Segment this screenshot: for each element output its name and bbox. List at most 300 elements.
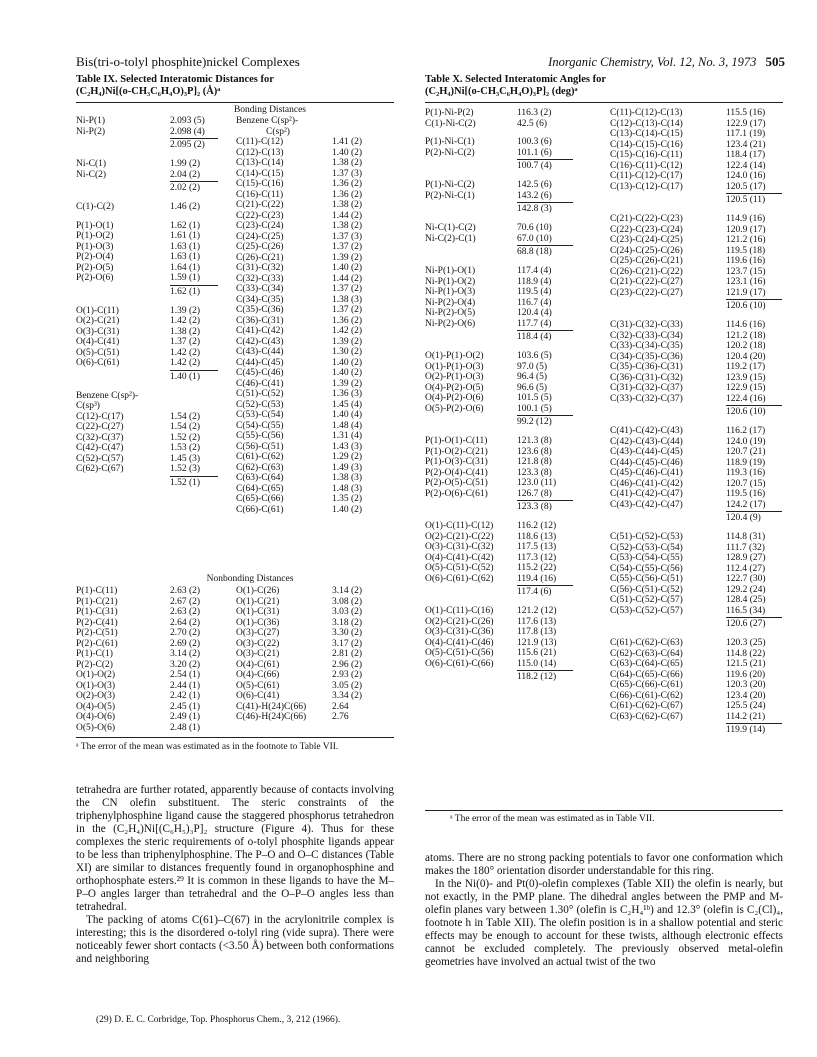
table-cell: C(62)-C(63) (236, 462, 284, 473)
table-cell: 2.81 (2) (332, 649, 363, 659)
table-row (236, 242, 396, 253)
table-row (76, 702, 396, 713)
table-row (236, 368, 396, 379)
table-cell: 2.093 (5) (170, 116, 205, 126)
table-cell: 97.0 (5) (517, 361, 548, 372)
table-cell: O(1)-C(11) (76, 305, 119, 316)
table-cell: 1.38 (3) (332, 473, 363, 483)
table-row (236, 263, 396, 274)
table-cell: 123.7 (15) (726, 266, 766, 277)
table-cell: 118.9 (4) (517, 276, 552, 287)
table-cell: P(1)-O(2) (76, 231, 114, 241)
mean-underline (170, 370, 218, 371)
table-cell: 3.08 (2) (332, 596, 363, 607)
table-cell: C(25)-C(26)-C(21) (610, 256, 683, 266)
table-cell: P(1)-Ni-C(1) (425, 137, 475, 147)
table-cell: 2.48 (1) (170, 722, 201, 733)
table-cell: Ni-C(2)-C(1) (425, 233, 476, 244)
table-cell: C(44)-C(45)-C(46) (610, 457, 683, 468)
table-row (76, 660, 396, 671)
table-cell: P(2)-C(51) (76, 628, 118, 638)
table-cell: 117.8 (13) (517, 627, 557, 637)
table-row (76, 597, 396, 608)
table-cell: C(62)-C(63)-C(64) (610, 648, 683, 659)
table-row (425, 362, 605, 373)
table-cell: 121.9 (17) (726, 287, 766, 298)
table-row (610, 362, 785, 373)
table-cell: 122.9 (15) (726, 383, 766, 393)
table-row (425, 638, 605, 649)
table-cell: C(32)-C(33) (236, 273, 284, 284)
table-cell: 116.2 (12) (517, 521, 557, 531)
table-row (76, 411, 201, 423)
table9-bonding-benzene (236, 116, 396, 515)
spacer (610, 312, 785, 320)
table-cell: 2.02 (2) (170, 183, 201, 193)
mean-underline (517, 670, 573, 671)
table9-caption (76, 74, 274, 98)
table9-bonding-left (76, 116, 205, 497)
spacer (425, 172, 605, 180)
table-cell: C(64)-C(65)-C(66) (610, 669, 683, 680)
table-cell: C(35)-C(36) (236, 305, 284, 315)
table-cell: C(56)-C(51) (236, 441, 284, 452)
paragraph: atoms. There are no strong packing potentials to favor one conformation which makes the 180° orientation disorder understandable for this ring. (425, 852, 783, 877)
table-cell: C(12)-C(17) (76, 411, 124, 422)
table-cell: C(52)-C(53)-C(54) (610, 542, 683, 553)
table-cell: 1.40 (2) (332, 368, 363, 378)
table-cell: C(24)-C(25)-C(26) (610, 245, 683, 256)
table-cell: O(5)-C(51) (76, 347, 120, 358)
table-row (236, 137, 396, 148)
table-cell: C(35)-C(36)-C(31) (610, 362, 683, 372)
mean-underline (726, 723, 782, 724)
table-cell: C(51)-C(52)-C(57) (610, 595, 683, 605)
table-row (610, 331, 785, 342)
table-cell: 1.40 (1) (170, 371, 201, 382)
table-cell: 115.2 (22) (517, 563, 557, 573)
paragraph: The packing of atoms C(61)–C(67) in the acrylonitrile complex is interesting; this is the disordered o-tolyl ring (vide supra). There were noticeably fewer short contacts (<3.50 Å) between both conformations and neighboring (76, 914, 394, 965)
table9-nonbonding-heading: Nonbonding Distances (206, 574, 294, 584)
table-cell: C(45)-C(46) (236, 368, 284, 378)
paragraph: In the Ni(0)- and Pt(0)-olefin complexes (Table XII) the olefin is nearly, but not exactly, in the PMP plane. The dihedral angles between the PMP and M-olefin planes vary between 1.30° (olefin is C₂H₄¹ᵇ) and 12.3° (olefin is C₂(Cl)₄, footnote h in Table XII). The olefin position is in a shallow potential and steric effects may be enough to account for these twists, although electronic effects cannot be excluded completely. The previously observed metal-olefin geometries have involved an actual twist of the two (425, 878, 783, 968)
table-cell: C(55)-C(56)-C(51) (610, 574, 683, 584)
table-cell: O(3)-C(31) (76, 326, 120, 337)
table-cell: 101.1 (6) (517, 147, 552, 158)
table-cell: 129.2 (24) (726, 584, 766, 595)
table-cell: Ni-P(2) (76, 126, 106, 137)
table-cell: 2.63 (2) (170, 607, 201, 617)
table-row (610, 479, 785, 490)
table-row (610, 638, 785, 649)
table-row (610, 373, 785, 384)
mean-underline (517, 330, 573, 331)
table-cell: 121.2 (18) (726, 330, 766, 341)
table-row (236, 305, 396, 316)
table-row (610, 235, 785, 246)
table-cell: C(16)-C(11) (236, 189, 284, 200)
table-row (425, 563, 605, 574)
table-cell: 1.45 (3) (170, 453, 201, 464)
table-cell: C(52)-C(53) (236, 399, 284, 410)
table-row (236, 316, 396, 327)
table-cell: C(21)-C(22) (236, 200, 284, 210)
mean-row (425, 158, 605, 172)
table-cell: C(11)-C(12) (236, 137, 284, 147)
table-cell: 118.6 (13) (517, 531, 557, 542)
table-row (76, 712, 396, 723)
table-row (236, 379, 396, 390)
table-cell: C(42)-C(43) (236, 336, 284, 347)
mean-underline (726, 193, 782, 194)
table-cell: 128.9 (27) (726, 553, 766, 563)
table-cell: C(42)-C(43)-C(44) (610, 436, 683, 447)
table-row (76, 691, 396, 702)
table-row (425, 119, 605, 130)
mean-row (425, 244, 605, 258)
table-row (425, 648, 605, 659)
table-cell: 1.37 (3) (332, 168, 363, 179)
table-cell: 100.1 (5) (517, 403, 552, 414)
table-cell: 2.098 (4) (170, 126, 205, 137)
table-cell: C(22)-C(23) (236, 210, 284, 221)
table-cell: C(26)-C(21)-C(22) (610, 266, 683, 277)
table-row (425, 447, 605, 458)
table-row (236, 463, 396, 474)
table-cell: C(56)-C(51)-C(52) (610, 584, 683, 595)
table-cell: 118.4 (17) (726, 150, 766, 160)
table-cell: 100.7 (4) (517, 161, 552, 171)
table-row (236, 484, 396, 495)
table-cell: C(66)-C(61)-C(62) (610, 690, 683, 701)
table-row (236, 200, 396, 211)
mean-row (610, 192, 785, 206)
mean-row (76, 180, 201, 194)
table-row (76, 443, 201, 454)
table-cell: 1.37 (2) (332, 242, 363, 252)
table-cell: 1.40 (2) (332, 147, 363, 158)
table-row (610, 670, 785, 681)
table-cell: 1.42 (2) (170, 316, 201, 326)
table-cell: P(2)-O(5)-C(51) (425, 478, 488, 488)
table-cell: 121.2 (16) (726, 235, 766, 245)
table-cell: 1.63 (1) (170, 241, 201, 252)
table-cell: 3.14 (2) (170, 649, 201, 659)
table-cell: O(6)-C(61)-C(66) (425, 658, 494, 669)
mean-underline (517, 585, 573, 586)
table-row (610, 267, 785, 278)
table-cell: 1.49 (3) (332, 462, 363, 473)
table-cell: Ni-P(1)-O(3) (425, 287, 476, 297)
table-cell: 119.2 (17) (726, 362, 766, 372)
mean-underline (726, 299, 782, 300)
table-row (425, 521, 605, 532)
table-row (610, 394, 785, 405)
table-row (236, 326, 396, 337)
table-cell: 114.8 (22) (726, 648, 766, 659)
table-row (76, 401, 196, 412)
table-row (425, 393, 605, 404)
table-row (76, 202, 201, 213)
table-cell: O(5)-C(51)-C(52) (425, 563, 494, 573)
table-cell: 124.2 (17) (726, 499, 766, 510)
table-cell: C(14)-C(15) (236, 168, 284, 179)
table-row (76, 220, 201, 232)
mean-row (425, 201, 605, 215)
table-cell: 1.40 (2) (332, 263, 363, 273)
table-cell: 123.4 (20) (726, 690, 766, 701)
table-cell: C(33)-C(32)-C(37) (610, 393, 683, 404)
table-row (610, 595, 785, 606)
table-cell: 2.04 (2) (170, 169, 201, 180)
table9-caption-line2: (C₂H₄)Ni[(o-CH₃C₆H₄O)₃P]₂ (Å)ᵃ (76, 86, 221, 97)
table-cell: C(24)-C(25) (236, 231, 284, 242)
table-row (425, 617, 605, 628)
table-row (76, 231, 201, 242)
table-row (236, 158, 396, 169)
mean-underline (517, 202, 573, 203)
table-row (236, 494, 396, 505)
table-cell: 117.4 (6) (517, 587, 552, 597)
table-row (610, 691, 785, 702)
table-cell: C(34)-C(35)-C(36) (610, 351, 683, 362)
table-cell: C(21)-C(22)-C(23) (610, 214, 683, 224)
table-cell: 122.4 (14) (726, 160, 766, 171)
table-row (76, 464, 201, 475)
table-cell: 117.6 (13) (517, 616, 557, 627)
table-row (610, 129, 785, 140)
table-cell: O(1)-O(2) (76, 670, 116, 680)
table-cell: C(65)-C(66) (236, 494, 284, 504)
table-row (610, 182, 785, 193)
table-row (425, 457, 605, 468)
table-cell: 120.3 (20) (726, 680, 766, 690)
spacer (425, 428, 605, 436)
table-cell: C(63)-C(62)-C(67) (610, 711, 683, 722)
table-cell: 1.36 (3) (332, 389, 363, 399)
mean-row (425, 414, 605, 428)
table-cell: O(4)-O(6) (76, 712, 116, 722)
table-cell: 2.96 (2) (332, 659, 363, 670)
table-row (425, 180, 605, 191)
table-cell: C(61)-C(62) (236, 452, 284, 462)
table-cell: C(12)-C(13)-C(14) (610, 118, 683, 129)
table-cell: C(63)-C(64)-C(65) (610, 659, 683, 669)
table-cell: 1.48 (3) (332, 483, 363, 494)
table-row (425, 148, 605, 159)
table-cell: C(44)-C(45) (236, 357, 284, 368)
table-row (76, 252, 201, 263)
table-cell: 117.4 (4) (517, 266, 552, 276)
table-cell: 1.35 (2) (332, 494, 363, 504)
table-cell: 111.7 (32) (726, 542, 765, 553)
table-cell: C(45)-C(46)-C(41) (610, 468, 683, 478)
table-row (610, 680, 785, 691)
table-cell: Ni-P(1) (76, 116, 106, 126)
table-row (425, 287, 605, 298)
table-cell: 1.44 (2) (332, 273, 363, 284)
table-row (76, 116, 205, 127)
table-row (610, 712, 785, 723)
table-row (425, 319, 605, 330)
table-row (236, 473, 396, 484)
table10-footnote: ᵃ The error of the mean was estimated as in Table VII. (450, 814, 655, 824)
table-cell: P(1)-O(2)-C(21) (425, 446, 488, 457)
table-cell: 103.6 (5) (517, 351, 552, 361)
table-row (610, 119, 785, 130)
table-cell: Ni-P(2)-O(5) (425, 308, 476, 318)
table-cell: 1.42 (2) (170, 347, 201, 358)
table-cell: P(1)-O(3) (76, 241, 114, 252)
table-cell: 1.62 (1) (170, 220, 201, 231)
table-row (76, 453, 201, 465)
table-cell: 3.17 (2) (332, 638, 363, 649)
table-cell: 121.2 (12) (517, 606, 557, 616)
table-cell: 119.3 (16) (726, 468, 766, 478)
table-row (610, 701, 785, 712)
mean-underline (517, 245, 573, 246)
table-cell: 120.6 (10) (726, 407, 766, 417)
table-row (610, 564, 785, 575)
table-cell: 117.5 (13) (517, 542, 557, 552)
table-cell: C(55)-C(56) (236, 431, 284, 441)
table-cell: O(3)-C(31)-C(36) (425, 627, 494, 637)
table-cell: 122.7 (30) (726, 574, 766, 584)
running-head-journal (548, 54, 785, 70)
table-cell: O(2)-C(21)-C(22) (425, 531, 494, 542)
table-row (236, 347, 396, 358)
table-cell: 116.2 (17) (726, 426, 766, 436)
table-cell: O(3)-C(31)-C(32) (425, 542, 494, 552)
table-row (610, 320, 785, 331)
table-cell: 128.4 (25) (726, 595, 766, 605)
spacer (610, 206, 785, 214)
table-row (76, 347, 201, 359)
table-cell: 119.9 (14) (726, 725, 766, 735)
mean-underline (726, 405, 782, 406)
table-cell: 117.1 (19) (726, 129, 766, 139)
table-cell: C(33)-C(34)-C(35) (610, 341, 683, 351)
table-row (236, 452, 396, 463)
table-cell: Ni-C(2) (76, 169, 107, 180)
table-cell: 1.36 (2) (332, 179, 363, 189)
table-row (425, 108, 605, 119)
table-cell: 1.61 (1) (170, 231, 201, 241)
spacer (76, 489, 196, 497)
table-cell: P(1)-C(1) (76, 649, 113, 659)
table-cell: C(16)-C(11)-C(12) (610, 160, 683, 171)
table-cell: 96.6 (5) (517, 382, 548, 393)
table-cell: 2.64 (332, 701, 349, 712)
table-cell: 1.37 (3) (332, 231, 363, 242)
spacer (425, 215, 605, 223)
table-cell: 1.38 (2) (332, 200, 363, 210)
table-row (76, 723, 396, 734)
table-cell: 123.4 (21) (726, 139, 766, 150)
table-row (425, 137, 605, 148)
running-head-title: Bis(tri-o-tolyl phosphite)nickel Complexes (76, 54, 300, 69)
table-row (610, 468, 785, 479)
table-cell: 3.14 (2) (332, 586, 363, 596)
table-row (236, 127, 396, 138)
table-cell: 1.30 (2) (332, 347, 363, 357)
table-row (236, 232, 396, 243)
table-row (610, 341, 785, 352)
mean-row (610, 722, 785, 736)
table-cell: C(53)-C(54) (236, 410, 284, 420)
table-cell: C(31)-C(32)-C(37) (610, 383, 683, 393)
table-row (76, 586, 396, 597)
table-cell: O(2)-O(3) (76, 691, 116, 701)
table-cell: C(33)-C(34) (236, 284, 284, 294)
table-cell: 114.2 (21) (726, 711, 766, 722)
table-cell: 101.5 (5) (517, 393, 552, 403)
table-cell: 2.095 (2) (170, 140, 205, 150)
table-cell: 3.03 (2) (332, 607, 363, 617)
table-cell: 1.52 (3) (170, 464, 201, 474)
table-cell: 120.4 (4) (517, 308, 552, 318)
table-cell: 119.6 (20) (726, 669, 766, 680)
table-cell: O(4)-C(41) (76, 337, 120, 347)
mean-underline (517, 500, 573, 501)
table-cell: P(1)-C(31) (76, 607, 118, 617)
spacer (76, 151, 196, 159)
mean-row (76, 475, 201, 489)
table-cell: P(2)-O(6)-C(61) (425, 488, 488, 499)
table-cell: C(51)-C(52)-C(53) (610, 532, 683, 542)
table9-caption-line1: Table IX. Selected Interatomic Distances for (76, 74, 274, 85)
table-cell: C(46)-C(41)-C(42) (610, 478, 683, 489)
table-cell: 116.3 (2) (517, 108, 552, 118)
table-row (236, 337, 396, 348)
table-row (610, 458, 785, 469)
table-cell: 123.1 (16) (726, 277, 766, 287)
table-row (236, 190, 396, 201)
table-row (425, 234, 605, 245)
table-cell: 1.64 (1) (170, 262, 201, 273)
mean-row (76, 137, 205, 151)
table9-nonbonding (76, 586, 396, 733)
table-cell: C(23)-C(22)-C(27) (610, 287, 683, 298)
table-cell: 1.54 (2) (170, 422, 201, 432)
table-cell: 119.4 (16) (517, 573, 557, 584)
table-row (76, 628, 396, 639)
table-row (76, 649, 396, 660)
table-cell: 1.38 (3) (332, 294, 363, 305)
table-cell: 1.39 (2) (170, 305, 201, 316)
table-cell: C(41)-C(42)-C(47) (610, 489, 683, 499)
table-cell: 124.0 (16) (726, 171, 766, 181)
table-row (425, 436, 605, 447)
table-cell: 124.0 (19) (726, 436, 766, 447)
table-cell: 68.8 (18) (517, 247, 552, 257)
table-row (610, 171, 785, 182)
table-cell: 120.5 (11) (726, 195, 766, 205)
table-row (76, 422, 201, 433)
table-row (76, 305, 201, 317)
table-row (76, 337, 201, 348)
table-cell: 115.0 (14) (517, 658, 557, 669)
table-cell: 3.18 (2) (332, 617, 363, 628)
table-cell: C(22)-C(23)-C(24) (610, 224, 683, 235)
table-cell: O(1)-C(11)-C(12) (425, 521, 494, 531)
table-cell: 1.44 (2) (332, 210, 363, 221)
table-cell: 1.36 (2) (332, 189, 363, 200)
table-cell: 1.40 (2) (332, 504, 363, 515)
table9-bottom-rule (76, 737, 394, 738)
table-cell: O(1)-C(21) (236, 596, 280, 607)
table-row (610, 447, 785, 458)
